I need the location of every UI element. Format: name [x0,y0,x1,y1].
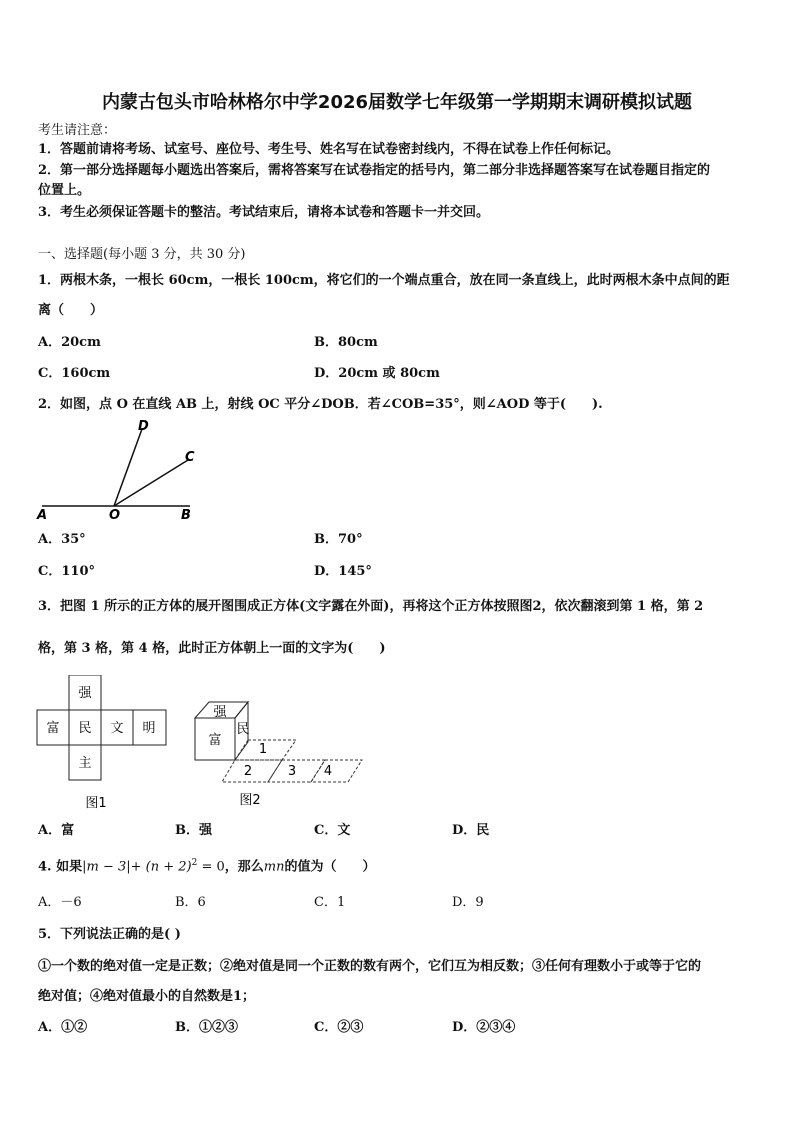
q3-text-line1: 3．把图 1 所示的正方体的展开图围成正方体(文字露在外面)，再将这个正方体按照图2，依次翻滚到第 1 格，第 2 [38,599,704,614]
q4-mn: mn [263,859,285,875]
q5-option-d: D．②③④ [452,1020,516,1035]
grid-num-2: 2 [243,764,253,779]
net-bottom: 主 [78,756,92,771]
q5-text-line2: 绝对值；④绝对值最小的自然数是1； [38,989,256,1004]
q3-option-d: D．民 [452,823,490,838]
q2-text: 2．如图，点 O 在直线 AB 上，射线 OC 平分∠DOB．若∠COB=35°，则∠AOD 等于( ). [38,397,603,412]
fig1-caption: 图1 [85,796,107,811]
q4-prefix: 4. 如果 [38,859,83,875]
cube-front: 富 [208,733,222,748]
label-d: D [138,419,149,434]
q4-suffix-b: 的值为（ ） [284,859,376,875]
q5-option-a: A．①② [38,1020,88,1035]
section-heading: 一、选择题(每小题 3 分，共 30 分) [38,247,246,262]
label-c: C [185,450,195,465]
net-right1: 文 [110,721,124,736]
q3-option-a: A．富 [38,823,75,838]
q5-text-line1: ①一个数的绝对值一定是正数；②绝对值是同一个正数的数有两个，它们互为相反数；③任何有理数小于或等于它的 [38,959,702,974]
notice-line-2: 2．第一部分选择题每小题选出答案后，需将答案写在试卷指定的括号内，第二部分非选择题答案写在试卷题目指定的 [38,163,711,178]
q5-option-b: B．①②③ [175,1020,238,1035]
q4-option-b: B．6 [175,895,206,910]
q2-option-b: B．70° [314,532,363,547]
cube-top: 强 [213,705,227,720]
q4-text [38,859,376,873]
q1-text-line2: 离（ ） [38,303,104,318]
q4-option-a: A．－6 [38,895,82,910]
q4-suffix-a: ，那么 [224,859,264,875]
q4-abs-expr: |m − 3| [82,859,131,875]
q3-figure1-net [36,675,172,815]
q1-text-line1: 1．两根木条，一根长 60cm，一根长 100cm，将它们的一个端点重合，放在同一条直线上，此时两根木条中点间的距 [38,273,730,288]
net-right2: 明 [142,721,156,736]
q1-option-c: C．160cm [38,366,111,381]
q1-option-d: D．20cm 或 80cm [314,366,440,381]
q3-option-c: C．文 [314,823,351,838]
notice-heading: 考生请注意： [38,123,117,138]
net-left: 富 [46,721,60,736]
label-a: A [37,508,48,523]
net-top: 强 [78,686,92,701]
q1-option-a: A．20cm [38,335,101,350]
net-center: 民 [78,721,92,736]
q3-text-line2: 格，第 3 格，第 4 格，此时正方体朝上一面的文字为( ) [38,641,386,656]
page-title: 内蒙古包头市哈林格尔中学2026届数学七年级第一学期期末调研模拟试题 [101,92,693,113]
grid-num-4: 4 [323,764,333,779]
q2-angle-figure [30,415,210,527]
q3-figure2-cube-grid [190,694,370,809]
label-o: O [109,508,121,523]
notice-line-4: 3．考生必须保证答题卡的整洁。考试结束后，请将本试卷和答题卡一并交回。 [38,205,490,220]
grid-num-3: 3 [287,764,297,779]
q1-option-b: B．80cm [314,335,378,350]
q5-option-c: C．②③ [314,1020,364,1035]
q4-equals: = 0 [197,859,225,875]
fig2-caption: 图2 [239,793,261,808]
q4-option-c: C．1 [314,895,346,910]
notice-line-1: 1．答题前请将考场、试室号、座位号、考生号、姓名写在试卷密封线内，不得在试卷上作任何标记。 [38,142,620,157]
label-b: B [181,508,191,523]
q4-square-expr: + (n + 2) [130,859,192,875]
q2-option-a: A．35° [38,532,86,547]
q2-option-d: D．145° [314,564,372,579]
q3-option-b: B．强 [175,823,212,838]
q4-exponent: 2 [191,858,198,868]
q2-option-c: C．110° [38,564,95,579]
q4-option-d: D．9 [452,895,484,910]
cube-side: 民 [236,722,250,737]
q5-heading: 5．下列说法正确的是( ) [38,927,181,942]
notice-line-3: 位置上。 [38,183,91,198]
grid-num-1: 1 [258,742,268,757]
